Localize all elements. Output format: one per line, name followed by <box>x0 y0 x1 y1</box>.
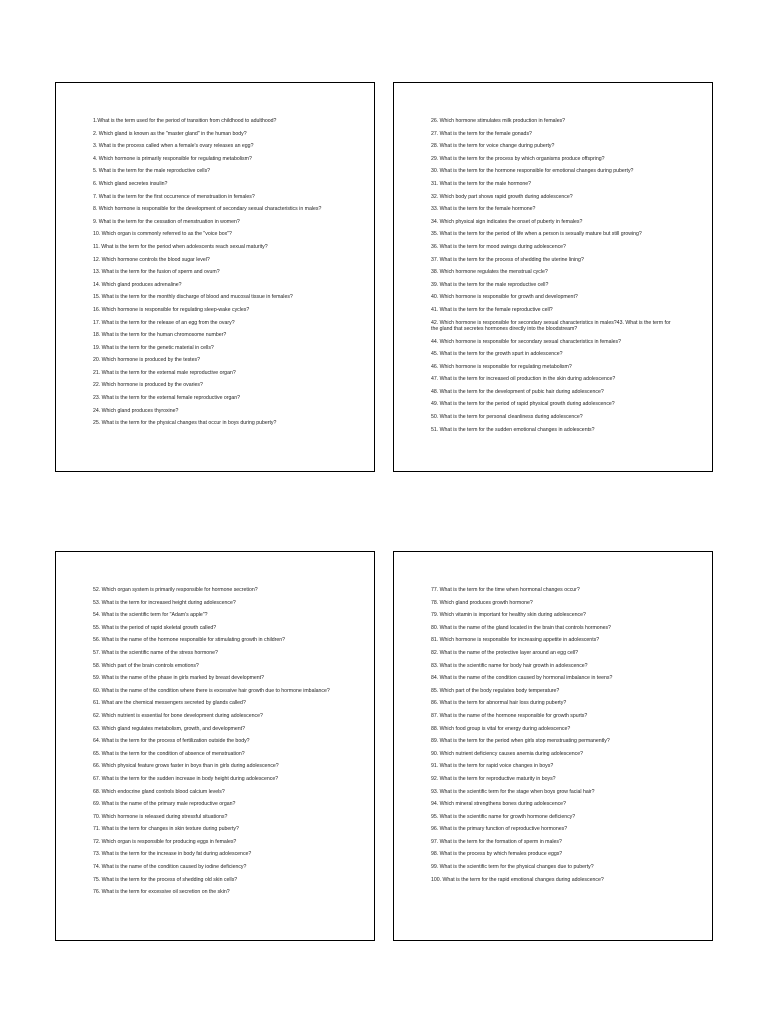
question-item: 4. Which hormone is primarily responsible for regulating metabolism? <box>93 155 252 162</box>
question-item: 95. What is the scientific name for growth hormone deficiency? <box>431 813 576 820</box>
question-item: 2. Which gland is known as the "master gland" in the human body? <box>93 130 247 137</box>
question-item: 36. What is the term for mood swings during adolescence? <box>431 243 566 250</box>
question-item: 5. What is the term for the male reproductive cells? <box>93 168 211 175</box>
question-item: 26. Which hormone stimulates milk production in females? <box>431 118 566 124</box>
question-item: 66. Which physical feature grows faster in boys than in girls during adolescence? <box>93 763 279 770</box>
question-item: 85. Which part of the body regulates body temperature? <box>431 687 560 694</box>
question-item: 24. Which gland produces thyroxine? <box>93 407 179 414</box>
question-item: 16. Which hormone is responsible for regulating sleep-wake cycles? <box>93 306 250 313</box>
question-item: 55. What is the period of rapid skeletal growth called? <box>93 624 217 631</box>
question-item: 28. What is the term for voice change during puberty? <box>431 143 555 150</box>
question-item: 53. What is the term for increased height during adolescence? <box>93 599 236 606</box>
question-item: 69. What is the name of the primary male reproductive organ? <box>93 801 236 808</box>
question-item: 94. Which mineral strengthens bones during adolescence? <box>431 801 566 808</box>
question-item: 93. What is the scientific term for the stage when boys grow facial hair? <box>431 788 595 795</box>
document-page-1 <box>55 82 375 472</box>
question-item: 48. What is the term for the development of pubic hair during adolescence? <box>431 388 604 395</box>
question-item: 37. What is the term for the process of shedding the uterine lining? <box>431 256 584 263</box>
question-item: 22. Which hormone is produced by the ovaries? <box>93 382 203 389</box>
question-item: 13. What is the term for the fusion of sperm and ovum? <box>93 269 220 276</box>
question-item: 3. What is the process called when a female's ovary releases an egg? <box>93 143 254 150</box>
question-item: 7. What is the term for the first occurrence of menstruation in females? <box>93 193 255 200</box>
document-page-3 <box>55 551 375 941</box>
question-item: 74. What is the name of the condition caused by iodine deficiency? <box>93 864 247 871</box>
question-item: 31. What is the term for the male hormone? <box>431 180 532 187</box>
question-item: 42. Which hormone is responsible for secondary sexual characteristics in males?43. What is the term for the gland that secretes hormones directly into the bloodstream? <box>431 319 671 332</box>
question-item: 38. Which hormone regulates the menstrual cycle? <box>431 269 548 276</box>
question-item: 18. What is the term for the human chromosome number? <box>93 332 227 339</box>
question-item: 58. Which part of the brain controls emotions? <box>93 662 199 669</box>
question-item: 19. What is the term for the genetic material in cells? <box>93 344 214 351</box>
question-item: 23. What is the term for the external female reproductive organ? <box>93 395 241 402</box>
question-item: 79. Which vitamin is important for healthy skin during adolescence? <box>431 612 586 619</box>
question-item: 100. What is the term for the rapid emotional changes during adolescence? <box>431 876 604 883</box>
question-item: 72. Which organ is responsible for producing eggs in females? <box>93 838 237 845</box>
question-item: 52. Which organ system is primarily responsible for hormone secretion? <box>93 587 258 593</box>
question-item: 20. Which hormone is produced by the testes? <box>93 357 200 364</box>
question-item: 84. What is the name of the condition caused by hormonal imbalance in teens? <box>431 675 613 682</box>
question-item: 1.What is the term used for the period of transition from childhood to adulthood? <box>93 118 277 124</box>
document-page-4 <box>393 551 713 941</box>
question-item: 96. What is the primary function of reproductive hormones? <box>431 826 568 833</box>
question-item: 40. Which hormone is responsible for growth and development? <box>431 294 578 301</box>
question-item: 59. What is the name of the phase in girls marked by breast development? <box>93 675 264 682</box>
question-item: 51. What is the term for the sudden emotional changes in adolescents? <box>431 426 595 433</box>
question-item: 6. Which gland secretes insulin? <box>93 180 168 187</box>
question-item: 12. Which hormone controls the blood sugar level? <box>93 256 210 263</box>
question-item: 44. Which hormone is responsible for secondary sexual characteristics in females? <box>431 338 622 345</box>
question-item: 25. What is the term for the physical changes that occur in boys during puberty? <box>93 420 277 427</box>
question-item: 62. Which nutrient is essential for bone development during adolescence? <box>93 712 263 719</box>
question-item: 92. What is the term for reproductive maturity in boys? <box>431 775 556 782</box>
question-item: 70. Which hormone is released during stressful situations? <box>93 813 228 820</box>
question-item: 67. What is the term for the sudden increase in body height during adolescence? <box>93 775 279 782</box>
question-item: 14. Which gland produces adrenaline? <box>93 281 182 288</box>
question-item: 33. What is the term for the female hormone? <box>431 206 536 213</box>
question-item: 65. What is the term for the condition of absence of menstruation? <box>93 750 245 757</box>
question-item: 97. What is the term for the formation of sperm in males? <box>431 838 562 845</box>
question-item: 91. What is the term for rapid voice changes in boys? <box>431 763 554 770</box>
question-list <box>93 587 334 902</box>
question-item: 8. Which hormone is responsible for the development of secondary sexual characteristics in males? <box>93 206 322 213</box>
question-item: 71. What is the term for changes in skin texture during puberty? <box>93 826 239 833</box>
question-item: 68. Which endocrine gland controls blood calcium levels? <box>93 788 225 795</box>
question-item: 77. What is the term for the time when hormonal changes occur? <box>431 587 580 593</box>
question-item: 21. What is the term for the external male reproductive organ? <box>93 369 236 376</box>
question-item: 47. What is the term for increased oil production in the skin during adolescence? <box>431 376 616 383</box>
question-item: 39. What is the term for the male reproductive cell? <box>431 281 549 288</box>
question-item: 56. What is the name of the hormone responsible for stimulating growth in children? <box>93 637 286 644</box>
question-item: 54. What is the scientific term for "Adam's apple"? <box>93 612 208 619</box>
question-item: 17. What is the term for the release of an egg from the ovary? <box>93 319 235 326</box>
question-item: 11. What is the term for the period when adolescents reach sexual maturity? <box>93 243 268 250</box>
question-item: 78. Which gland produces growth hormone? <box>431 599 533 606</box>
question-list <box>431 587 672 889</box>
question-item: 57. What is the scientific name of the stress hormone? <box>93 649 218 656</box>
question-item: 35. What is the term for the period of life when a person is sexually mature but still growing? <box>431 231 642 238</box>
question-item: 87. What is the name of the hormone responsible for growth spurts? <box>431 712 588 719</box>
question-list <box>93 118 334 433</box>
question-list <box>431 118 672 439</box>
document-page-2 <box>393 82 713 472</box>
question-item: 10. Which organ is commonly referred to as the "voice box"? <box>93 231 232 238</box>
question-item: 45. What is the term for the growth spurt in adolescence? <box>431 351 563 358</box>
question-item: 99. What is the scientific term for the physical changes due to puberty? <box>431 864 594 871</box>
question-item: 64. What is the term for the process of fertilization outside the body? <box>93 738 250 745</box>
question-item: 90. Which nutrient deficiency causes anemia during adolescence? <box>431 750 583 757</box>
question-item: 41. What is the term for the female reproductive cell? <box>431 306 553 313</box>
question-item: 76. What is the term for excessive oil secretion on the skin? <box>93 889 230 896</box>
question-item: 49. What is the term for the period of rapid physical growth during adolescence? <box>431 401 615 408</box>
question-item: 98. What is the process by which females produce eggs? <box>431 851 563 858</box>
question-item: 34. Which physical sign indicates the onset of puberty in females? <box>431 218 583 225</box>
question-item: 50. What is the term for personal cleanliness during adolescence? <box>431 414 583 421</box>
question-item: 82. What is the name of the protective layer around an egg cell? <box>431 649 579 656</box>
question-item: 75. What is the term for the process of shedding old skin cells? <box>93 876 238 883</box>
question-item: 83. What is the scientific name for body hair growth in adolescence? <box>431 662 588 669</box>
question-item: 9. What is the term for the cessation of menstruation in women? <box>93 218 240 225</box>
question-item: 15. What is the term for the monthly discharge of blood and mucosal tissue in females? <box>93 294 293 301</box>
question-item: 46. Which hormone is responsible for regulating metabolism? <box>431 363 572 370</box>
question-item: 63. Which gland regulates metabolism, growth, and development? <box>93 725 245 732</box>
question-item: 27. What is the term for the female gonads? <box>431 130 532 137</box>
question-item: 30. What is the term for the hormone responsible for emotional changes during puberty? <box>431 168 634 175</box>
question-item: 32. Which body part shows rapid growth during adolescence? <box>431 193 573 200</box>
question-item: 86. What is the term for abnormal hair loss during puberty? <box>431 700 567 707</box>
question-item: 29. What is the term for the process by which organisms produce offspring? <box>431 155 605 162</box>
question-item: 60. What is the name of the condition where there is excessive hair growth due to hormone imbalance? <box>93 687 330 694</box>
question-item: 80. What is the name of the gland located in the brain that controls hormones? <box>431 624 611 631</box>
question-item: 88. Which food group is vital for energy during adolescence? <box>431 725 571 732</box>
question-item: 61. What are the chemical messengers secreted by glands called? <box>93 700 246 707</box>
question-item: 81. Which hormone is responsible for increasing appetite in adolescents? <box>431 637 600 644</box>
question-item: 89. What is the term for the period when girls stop menstruating permanently? <box>431 738 610 745</box>
question-item: 73. What is the term for the increase in body fat during adolescence? <box>93 851 252 858</box>
